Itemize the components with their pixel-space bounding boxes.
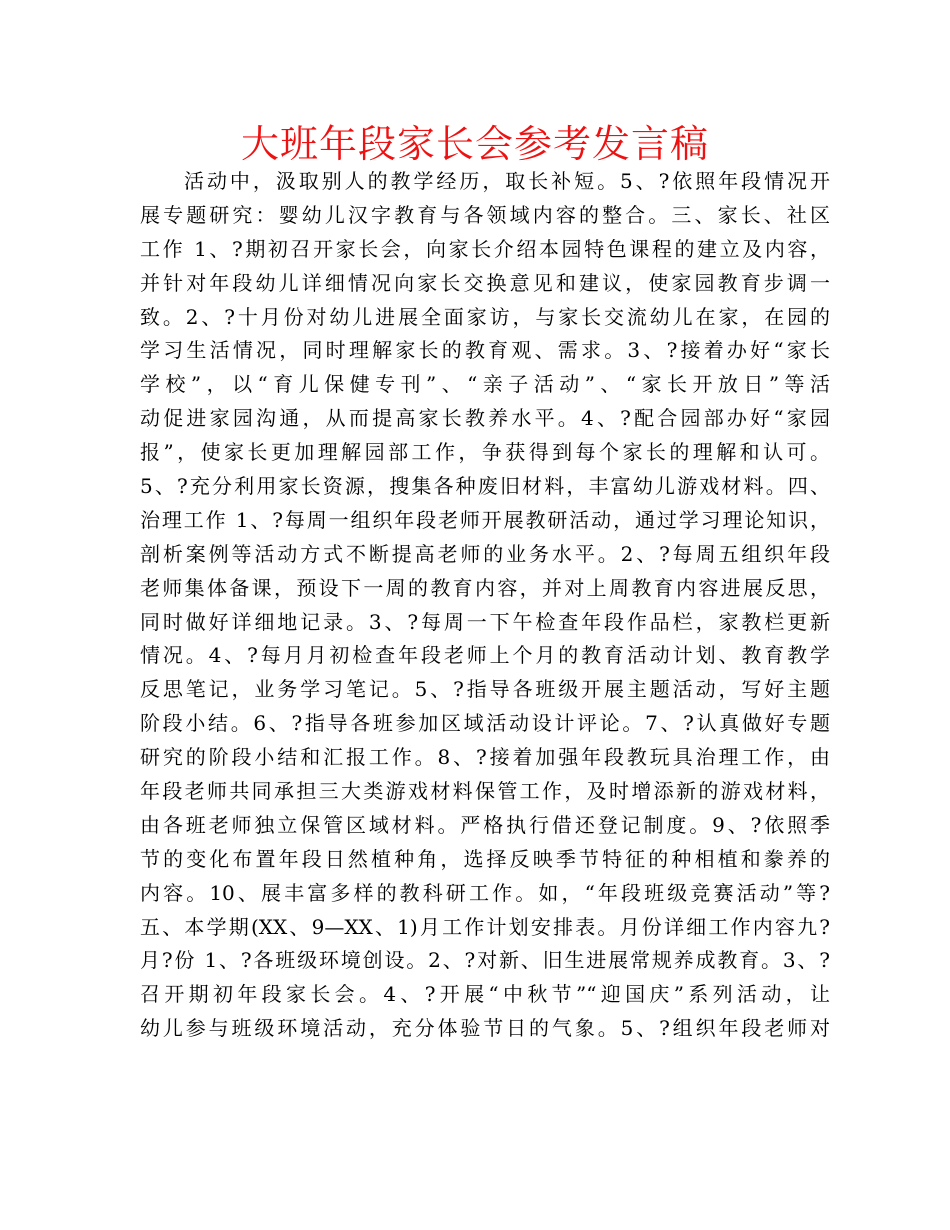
document-title: 大班年段家长会参考发言稿 [240, 122, 709, 166]
text-line: 年段老师共同承担三大类游戏材料保管工作，及时增添新的游戏材料， [140, 779, 830, 804]
text-line: 报”，使家长更加理解园部工作，争获得到每个家长的理解和认可。 [140, 440, 830, 465]
text-line: 致。2、?十月份对幼儿进展全面家访，与家长交流幼儿在家，在园的 [140, 304, 830, 329]
text-line: 老师集体备课，预设下一周的教育内容，并对上周教育内容进展反思， [140, 575, 830, 600]
text-line: 同时做好详细地记录。3、?每周一下午检查年段作品栏，家教栏更新 [140, 609, 830, 634]
text-line: 并针对年段幼儿详细情况向家长交换意见和建议，使家园教育步调一 [140, 270, 830, 295]
text-line: 反思笔记，业务学习笔记。5、?指导各班级开展主题活动，写好主题 [140, 677, 830, 702]
text-line: 5、?充分利用家长资源，搜集各种废旧材料，丰富幼儿游戏材料。四、 [140, 474, 830, 499]
text-line: 治理工作 1、?每周一组织年段老师开展教研活动，通过学习理论知识， [140, 507, 830, 532]
text-line: 活动中，汲取别人的教学经历，取长补短。5、?依照年段情况开 [184, 169, 830, 193]
text-line: 节的变化布置年段日然植种角，选择反映季节特征的种相植和豢养的 [140, 846, 830, 871]
text-line: 学校”，以“育儿保健专刊”、“亲子活动”、“家长开放日”等活 [140, 372, 830, 397]
text-line: 月?份 1、?各班级环境创设。2、?对新、旧生进展常规养成教育。3、? [140, 948, 830, 973]
text-line: 展专题研究：婴幼儿汉字教育与各领域内容的整合。三、家长、社区 [140, 202, 830, 227]
text-line: 阶段小结。6、?指导各班参加区域活动设计评论。7、?认真做好专题 [140, 711, 830, 736]
text-line: 内容。10、展丰富多样的教科研工作。如，“年段班级竞赛活动”等? [140, 880, 830, 905]
text-line: 幼儿参与班级环境活动，充分体验节日的气象。5、?组织年段老师对 [140, 1016, 830, 1041]
text-line: 工作 1、?期初召开家长会，向家长介绍本园特色课程的建立及内容， [140, 236, 830, 261]
text-line: 研究的阶段小结和汇报工作。8、?接着加强年段教玩具治理工作，由 [140, 745, 830, 770]
text-line: 动促进家园沟通，从而提高家长教养水平。4、?配合园部办好“家园 [140, 406, 830, 431]
text-line: 学习生活情况，同时理解家长的教育观、需求。3、?接着办好“家长 [140, 338, 830, 363]
document-body [140, 165, 830, 1046]
text-line: 情况。4、?每月月初检查年段老师上个月的教育活动计划、教育教学 [140, 643, 830, 668]
text-line: 五、本学期(XX、9—XX、1)月工作计划安排表。月份详细工作内容九? [140, 914, 830, 939]
text-line: 由各班老师独立保管区域材料。严格执行借还登记制度。9、?依照季 [140, 812, 830, 837]
text-line: 剖析案例等活动方式不断提高老师的业务水平。2、?每周五组织年段 [140, 541, 830, 566]
text-line: 召开期初年段家长会。4、?开展“中秋节”“迎国庆”系列活动，让 [140, 982, 830, 1007]
